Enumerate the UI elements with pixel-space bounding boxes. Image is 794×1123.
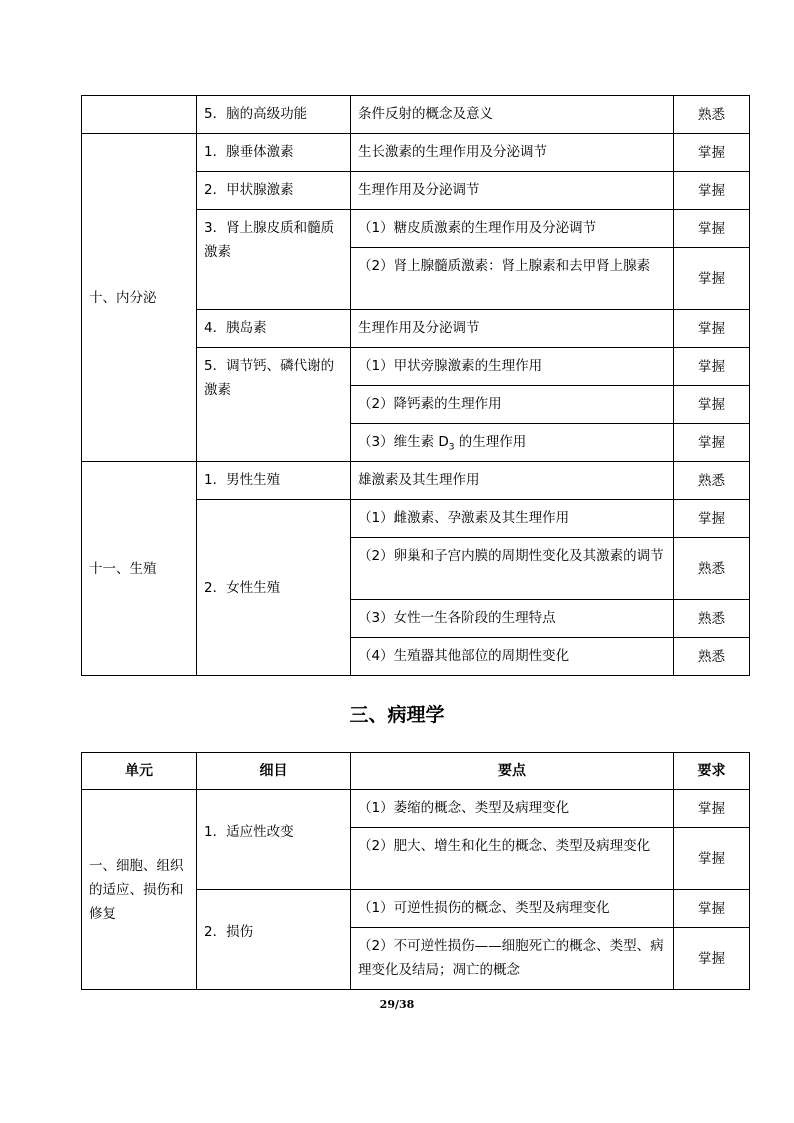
point-cell: 生理作用及分泌调节 — [351, 172, 674, 210]
requirement-cell: 掌握 — [674, 500, 750, 538]
requirement-cell: 掌握 — [674, 890, 750, 928]
pathology-table — [81, 752, 750, 990]
unit-cell-endocrine: 十、内分泌 — [82, 134, 197, 462]
point-cell: （1）糖皮质激素的生理作用及分泌调节 — [351, 210, 674, 248]
header-item: 细目 — [197, 753, 351, 790]
item-cell: 2．损伤 — [197, 890, 351, 990]
physiology-table-continued — [81, 95, 750, 676]
point-text-post: 的生理作用 — [454, 434, 527, 450]
item-cell: 4．胰岛素 — [197, 310, 351, 348]
point-cell: （4）生殖器其他部位的周期性变化 — [351, 638, 674, 676]
header-requirement: 要求 — [674, 753, 750, 790]
requirement-cell: 掌握 — [674, 310, 750, 348]
item-cell: 1．适应性改变 — [197, 790, 351, 890]
requirement-cell: 掌握 — [674, 348, 750, 386]
requirement-cell: 熟悉 — [674, 538, 750, 600]
header-unit: 单元 — [82, 753, 197, 790]
requirement-cell: 掌握 — [674, 828, 750, 890]
point-cell: （1）甲状旁腺激素的生理作用 — [351, 348, 674, 386]
requirement-cell: 掌握 — [674, 386, 750, 424]
point-cell: （2）不可逆性损伤——细胞死亡的概念、类型、病理变化及结局；凋亡的概念 — [351, 928, 674, 990]
item-cell: 2．女性生殖 — [197, 500, 351, 676]
point-cell: （1）可逆性损伤的概念、类型及病理变化 — [351, 890, 674, 928]
point-cell: （3）女性一生各阶段的生理特点 — [351, 600, 674, 638]
section-title-pathology: 三、病理学 — [349, 704, 445, 726]
requirement-cell: 掌握 — [674, 790, 750, 828]
requirement-cell: 熟悉 — [674, 96, 750, 134]
requirement-cell: 掌握 — [674, 210, 750, 248]
point-cell: 生长激素的生理作用及分泌调节 — [351, 134, 674, 172]
point-cell — [351, 424, 674, 462]
item-cell: 1．腺垂体激素 — [197, 134, 351, 172]
header-point: 要点 — [351, 753, 674, 790]
point-cell: （2）肥大、增生和化生的概念、类型及病理变化 — [351, 828, 674, 890]
requirement-cell: 熟悉 — [674, 462, 750, 500]
requirement-cell: 掌握 — [674, 928, 750, 990]
requirement-cell: 掌握 — [674, 424, 750, 462]
point-cell: （2）卵巢和子宫内膜的周期性变化及其激素的调节 — [351, 538, 674, 600]
subscript-3: 3 — [448, 442, 455, 453]
point-cell: 生理作用及分泌调节 — [351, 310, 674, 348]
requirement-cell: 掌握 — [674, 172, 750, 210]
point-cell: （1）雌激素、孕激素及其生理作用 — [351, 500, 674, 538]
point-text-pre: （3）维生素 D — [358, 434, 449, 450]
unit-cell-empty — [82, 96, 197, 134]
item-cell: 1．男性生殖 — [197, 462, 351, 500]
item-cell: 5．调节钙、磷代谢的激素 — [197, 348, 351, 462]
requirement-cell: 熟悉 — [674, 638, 750, 676]
point-cell: 条件反射的概念及意义 — [351, 96, 674, 134]
requirement-cell: 熟悉 — [674, 600, 750, 638]
point-cell: 雄激素及其生理作用 — [351, 462, 674, 500]
item-cell: 3．肾上腺皮质和髓质激素 — [197, 210, 351, 310]
item-cell: 5．脑的高级功能 — [197, 96, 351, 134]
point-cell: （2）肾上腺髓质激素：肾上腺素和去甲肾上腺素 — [351, 248, 674, 310]
requirement-cell: 掌握 — [674, 134, 750, 172]
unit-cell-cell-adaptation: 一、细胞、组织的适应、损伤和修复 — [82, 790, 197, 990]
item-cell: 2．甲状腺激素 — [197, 172, 351, 210]
point-cell: （1）萎缩的概念、类型及病理变化 — [351, 790, 674, 828]
point-cell: （2）降钙素的生理作用 — [351, 386, 674, 424]
unit-cell-reproduction: 十一、生殖 — [82, 462, 197, 676]
page-number: 29/38 — [379, 998, 415, 1011]
requirement-cell: 掌握 — [674, 248, 750, 310]
